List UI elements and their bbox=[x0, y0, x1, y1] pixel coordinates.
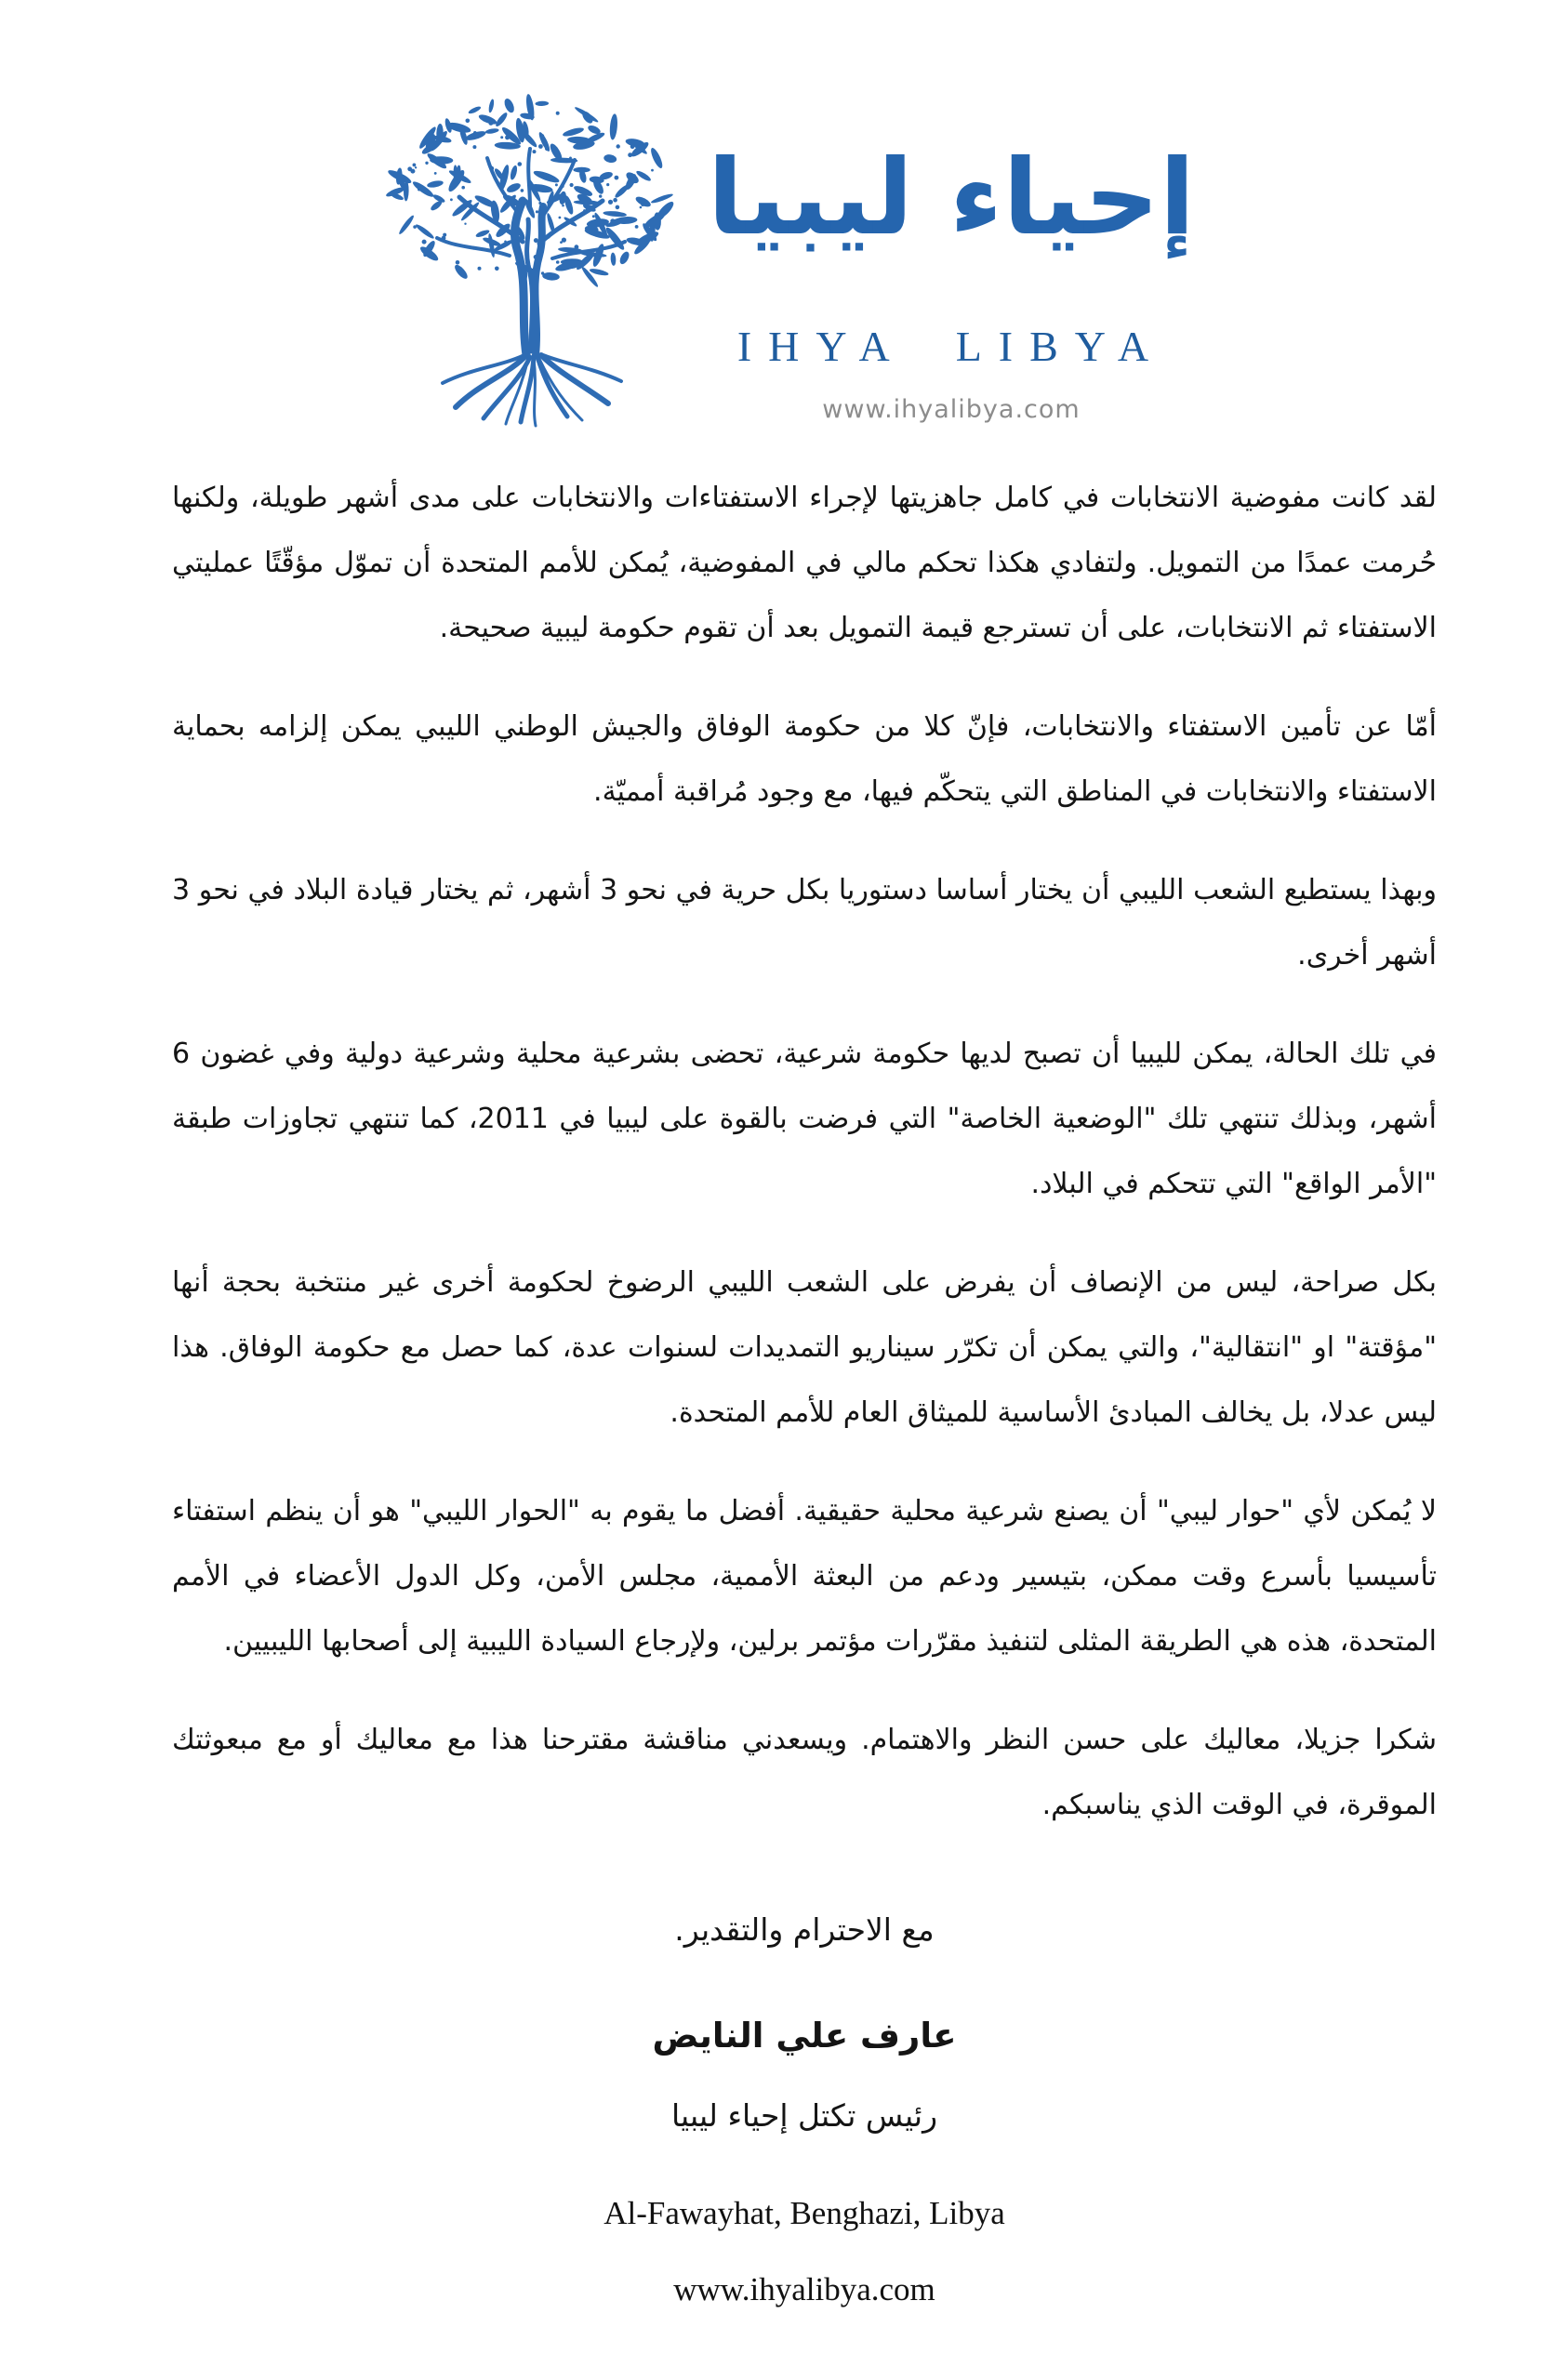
letter-paragraph: لا يُمكن لأي "حوار ليبي" أن يصنع شرعية محلية حقيقية. أفضل ما يقوم به "الحوار الليبي" هو أن ينظم استفتاء تأسيسيا بأسرع وقت ممكن، بتيسير ودعم من البعثة الأممية، مجلس الأمن، وكل الدول الأعضاء في الأمم المتحدة، هذه هي الطريقة المثلى لتنفيذ مقرّرات مؤتمر برلين، ولإرجاع السيادة الليبية إلى أصحابها الليبيين. bbox=[172, 1495, 1437, 1658]
letter-footer bbox=[172, 2186, 1437, 2355]
letter-paragraph: بكل صراحة، ليس من الإنصاف أن يفرض على الشعب الليبي الرضوخ لحكومة أخرى غير منتخبة بحجة أنها "مؤقتة" او "انتقالية"، والتي يمكن أن تكرّر سيناريو التمديدات لسنوات عدة، كما حصل مع حكومة الوفاق. هذا ليس عدلا، بل يخالف المبادئ الأساسية للميثاق العام للأمم المتحدة. bbox=[172, 1266, 1437, 1429]
signature-title: رئيس تكتل إحياء ليبيا bbox=[670, 2097, 938, 2134]
closing-salutation: مع الاحترام والتقدير. bbox=[674, 1911, 935, 1948]
olive-tree-icon bbox=[370, 84, 691, 432]
letter-paragraph: شكرا جزيلا، معاليك على حسن النظر والاهتمام. ويسعدني مناقشة مقترحنا هذا مع معاليك أو مع مبعوثتك الموقرة، في الوقت الذي يناسبكم. bbox=[172, 1724, 1437, 1821]
footer-website: www.ihyalibya.com bbox=[673, 2271, 935, 2307]
letter-paragraph: أمّا عن تأمين الاستفتاء والانتخابات، فإنّ كلا من حكومة الوفاق والجيش الوطني الليبي يمكن إلزامه بحماية الاستفتاء والانتخابات في المناطق التي يتحكّم فيها، مع وجود مُراقبة أمميّة. bbox=[172, 710, 1437, 808]
footer-address: Al-Fawayhat, Benghazi, Libya bbox=[603, 2195, 1005, 2231]
signature-name: عارف علي النايض bbox=[652, 2016, 957, 2056]
letter-paragraph: لقد كانت مفوضية الانتخابات في كامل جاهزيتها لإجراء الاستفتاءات والانتخابات على مدى أشهر طويلة، ولكنها حُرمت عمدًا من التمويل. ولتفادي هكذا تحكم مالي في المفوضية، يُمكن للأمم المتحدة أن تموّل مؤقّتًا عمليتي الاستفتاء ثم الانتخابات، على أن تسترجع قيمة التمويل بعد أن تقوم حكومة ليبية صحيحة. bbox=[172, 482, 1437, 644]
logo bbox=[0, 0, 1565, 432]
letter-body bbox=[172, 466, 1437, 2149]
logo-arabic-calligraphy: إحياء ليبيا bbox=[707, 138, 1196, 258]
letter-paragraph: وبهذا يستطيع الشعب الليبي أن يختار أساسا دستوريا بكل حرية في نحو 3 أشهر، ثم يختار قيادة البلاد في نحو 3 أشهر أخرى. bbox=[172, 874, 1437, 972]
logo-website: www.ihyalibya.com bbox=[822, 395, 1081, 424]
logo-text-group bbox=[708, 84, 1195, 424]
letter-paragraph: في تلك الحالة، يمكن لليبيا أن تصبح لديها حكومة شرعية، تحضى بشرعية محلية وشرعية دولية وفي غضون 6 أشهر، وبذلك تنتهي تلك "الوضعية الخاصة" التي فرضت بالقوة على ليبيا في 2011، كما تنتهي تجاوزات طبقة "الأمر الواقع" التي تتحكم في البلاد. bbox=[172, 1038, 1437, 1200]
logo-latin-name: IHYA LIBYA bbox=[736, 323, 1166, 370]
